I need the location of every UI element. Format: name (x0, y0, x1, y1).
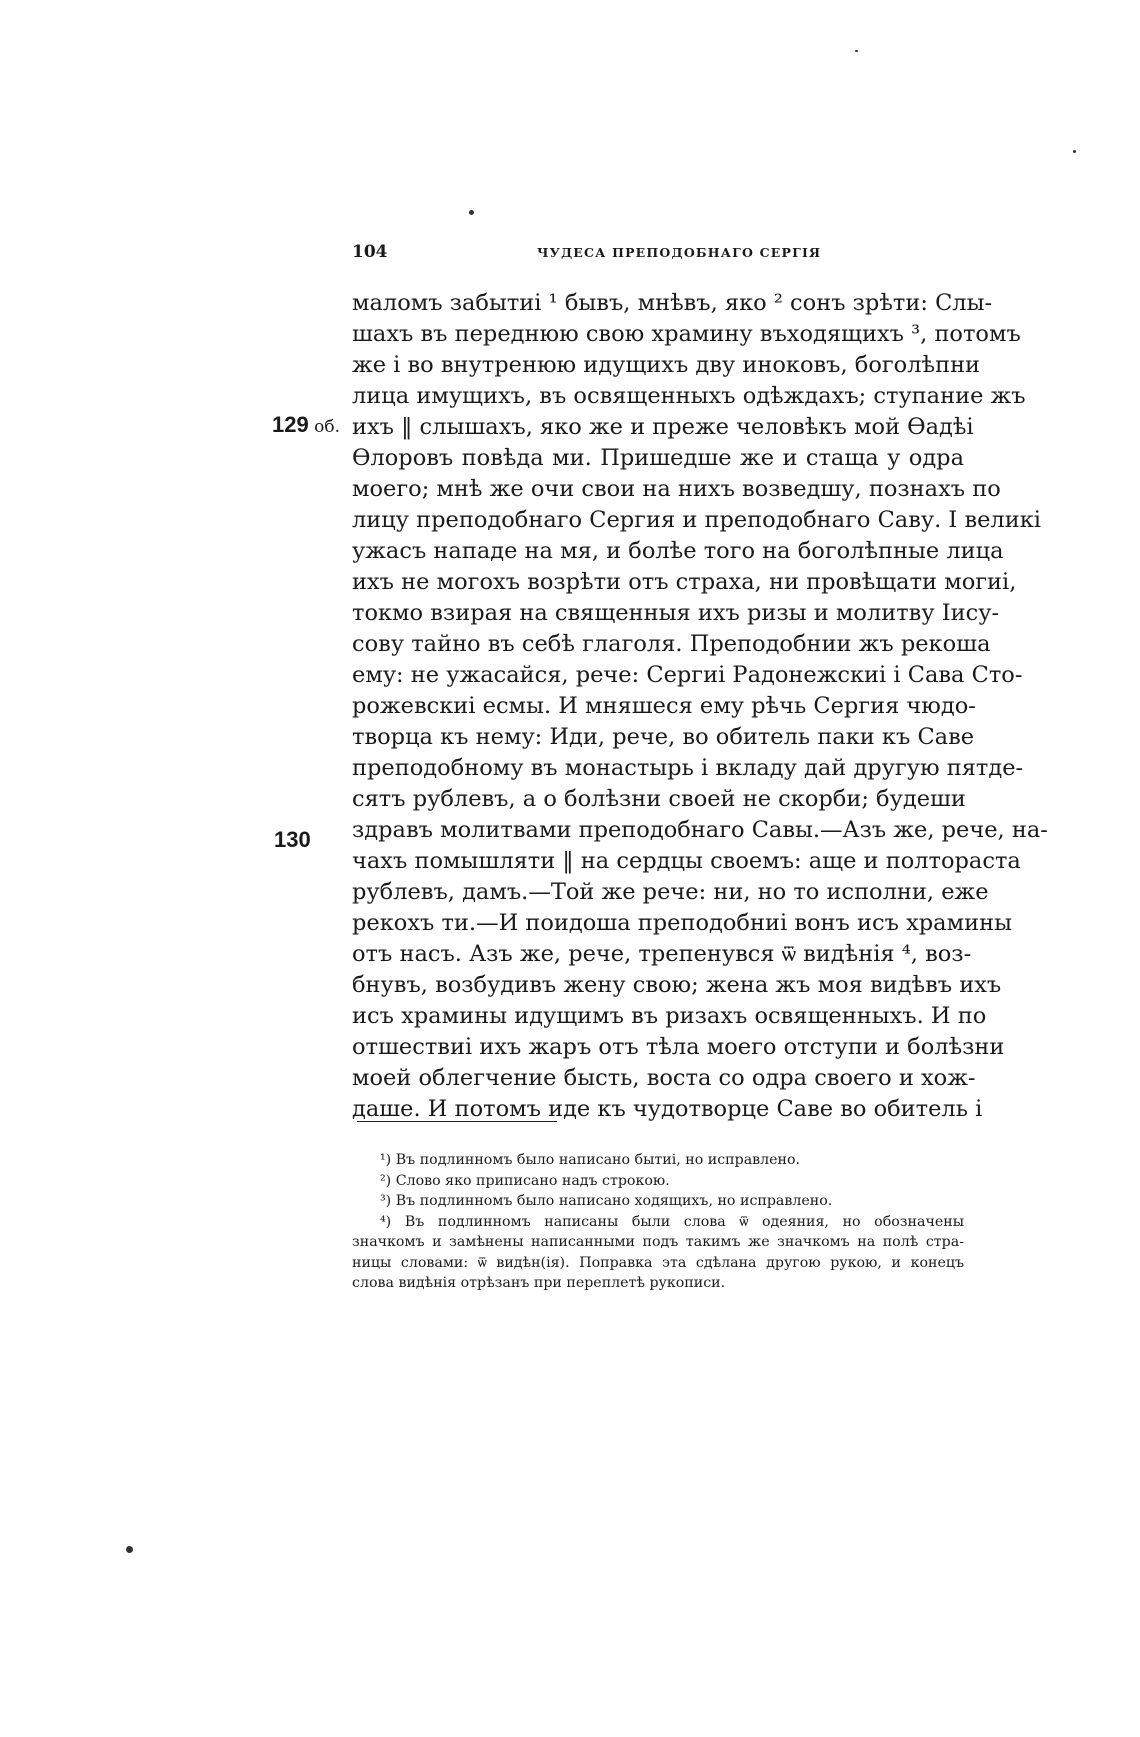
footnote: ¹) Въ подлинномъ было написано бытиі, но исправлено. (380, 1152, 801, 1168)
footnote: значкомъ и замѣнены написанными подъ такимъ же значкомъ на полѣ стра- (352, 1234, 964, 1250)
body-line: рожевскиі есмы. И мняшеся ему рѣчь Сергия чюдо- (352, 693, 976, 719)
body-line: творца къ нему: Иди, рече, во обитель паки къ Саве (352, 724, 975, 750)
body-line: отшествиі ихъ жаръ отъ тѣла моего отступи и болѣзни (352, 1034, 1005, 1060)
body-line: ужасъ нападе на мя, и болѣе того на боголѣпные лица (352, 538, 1004, 564)
body-line: ему: не ужасайся, рече: Сергиі Радонежскиі і Сава Сто- (352, 662, 1023, 688)
body-line: рублевъ, дамъ.—Той же рече: ни, но то исполни, еже (352, 879, 989, 905)
scan-speck (126, 1546, 133, 1553)
body-line: даше. И потомъ иде къ чудотворце Саве во обитель і (352, 1096, 983, 1122)
footnote: ⁴) Въ подлинномъ написаны были слова ѿ одеяния, но обозначены (380, 1213, 964, 1230)
body-line: бнувъ, возбудивъ жену свою; жена жъ моя видѣвъ ихъ (352, 972, 1002, 998)
scan-speck (855, 50, 858, 52)
footnote: ²) Слово яко приписано надъ строкою. (380, 1172, 670, 1189)
body-line: преподобному въ монастырь і вкладу дай другую пятде- (352, 755, 1024, 781)
page-number: 104 (352, 242, 388, 262)
body-line: исъ храмины идущимъ въ ризахъ освященныхъ. И по (352, 1003, 987, 1029)
footnote: слова видѣнія отрѣзанъ при переплетѣ рукописи. (352, 1275, 726, 1291)
scan-speck (469, 210, 474, 215)
body-line: маломъ забытиі ¹ бывъ, мнѣвъ, яко ² сонъ зрѣти: Слы- (352, 290, 993, 316)
body-line: шахъ въ переднюю свою храмину въходящихъ ³, потомъ (352, 321, 1021, 347)
body-line: ихъ не могохъ возрѣти отъ страха, ни провѣщати могиі, (352, 569, 1017, 595)
body-line: здравъ молитвами преподобнаго Савы.—Азъ же, рече, на- (352, 817, 1048, 843)
footnote: ³) Въ подлинномъ было написано ходящихъ, но исправлено. (380, 1193, 833, 1209)
body-line: токмо взирая на священныя ихъ ризы и молитву Іису- (352, 600, 1000, 626)
scan-speck (1073, 150, 1076, 153)
body-line: чахъ помышляти ‖ на сердцы своемъ: аще и полтораста (352, 848, 1021, 874)
body-line: моего; мнѣ же очи свои на нихъ возведшу, познахъ по (352, 476, 1001, 502)
margin-folio-number: 130 (274, 827, 311, 852)
body-line: же і во внутренюю идущихъ дву иноковъ, боголѣпни (352, 352, 981, 378)
margin-folio-number: 129 (272, 412, 309, 437)
margin-folio-130 (274, 827, 311, 853)
body-line: моей облегчение бысть, воста со одра своего и хож- (352, 1065, 976, 1091)
body-line: сятъ рублевъ, а о болѣзни своей не скорби; будеши (352, 786, 966, 812)
footnote-rule (357, 1121, 557, 1122)
body-line: лица имущихъ, въ освященныхъ одѣждахъ; ступание жъ (352, 383, 1026, 409)
margin-folio-129 (272, 412, 340, 438)
body-line: рекохъ ти.—И поидоша преподобниі вонъ исъ храмины (352, 910, 1012, 936)
body-line: Ѳлоровъ повѣда ми. Пришедше же и стаща у одра (352, 445, 964, 471)
footnote: ницы словами: ѿ видѣн(ія). Поправка эта сдѣлана другою рукою, и конецъ (352, 1254, 964, 1271)
body-line: лицу преподобнаго Сергия и преподобнаго Саву. І великі (352, 507, 1041, 533)
running-title: ЧУДЕСА ПРЕПОДОБНАГО СЕРГІЯ (537, 245, 822, 260)
body-line: сову тайно въ себѣ глаголя. Преподобнии жъ рекоша (352, 631, 991, 657)
page-header (352, 242, 964, 268)
body-line: ихъ ‖ слышахъ, яко же и преже человѣкъ мой Ѳадѣі (352, 414, 974, 440)
body-line: отъ насъ. Азъ же, рече, трепенувся ѿ видѣнія ⁴, воз- (352, 941, 972, 967)
margin-folio-suffix: об. (308, 417, 340, 437)
